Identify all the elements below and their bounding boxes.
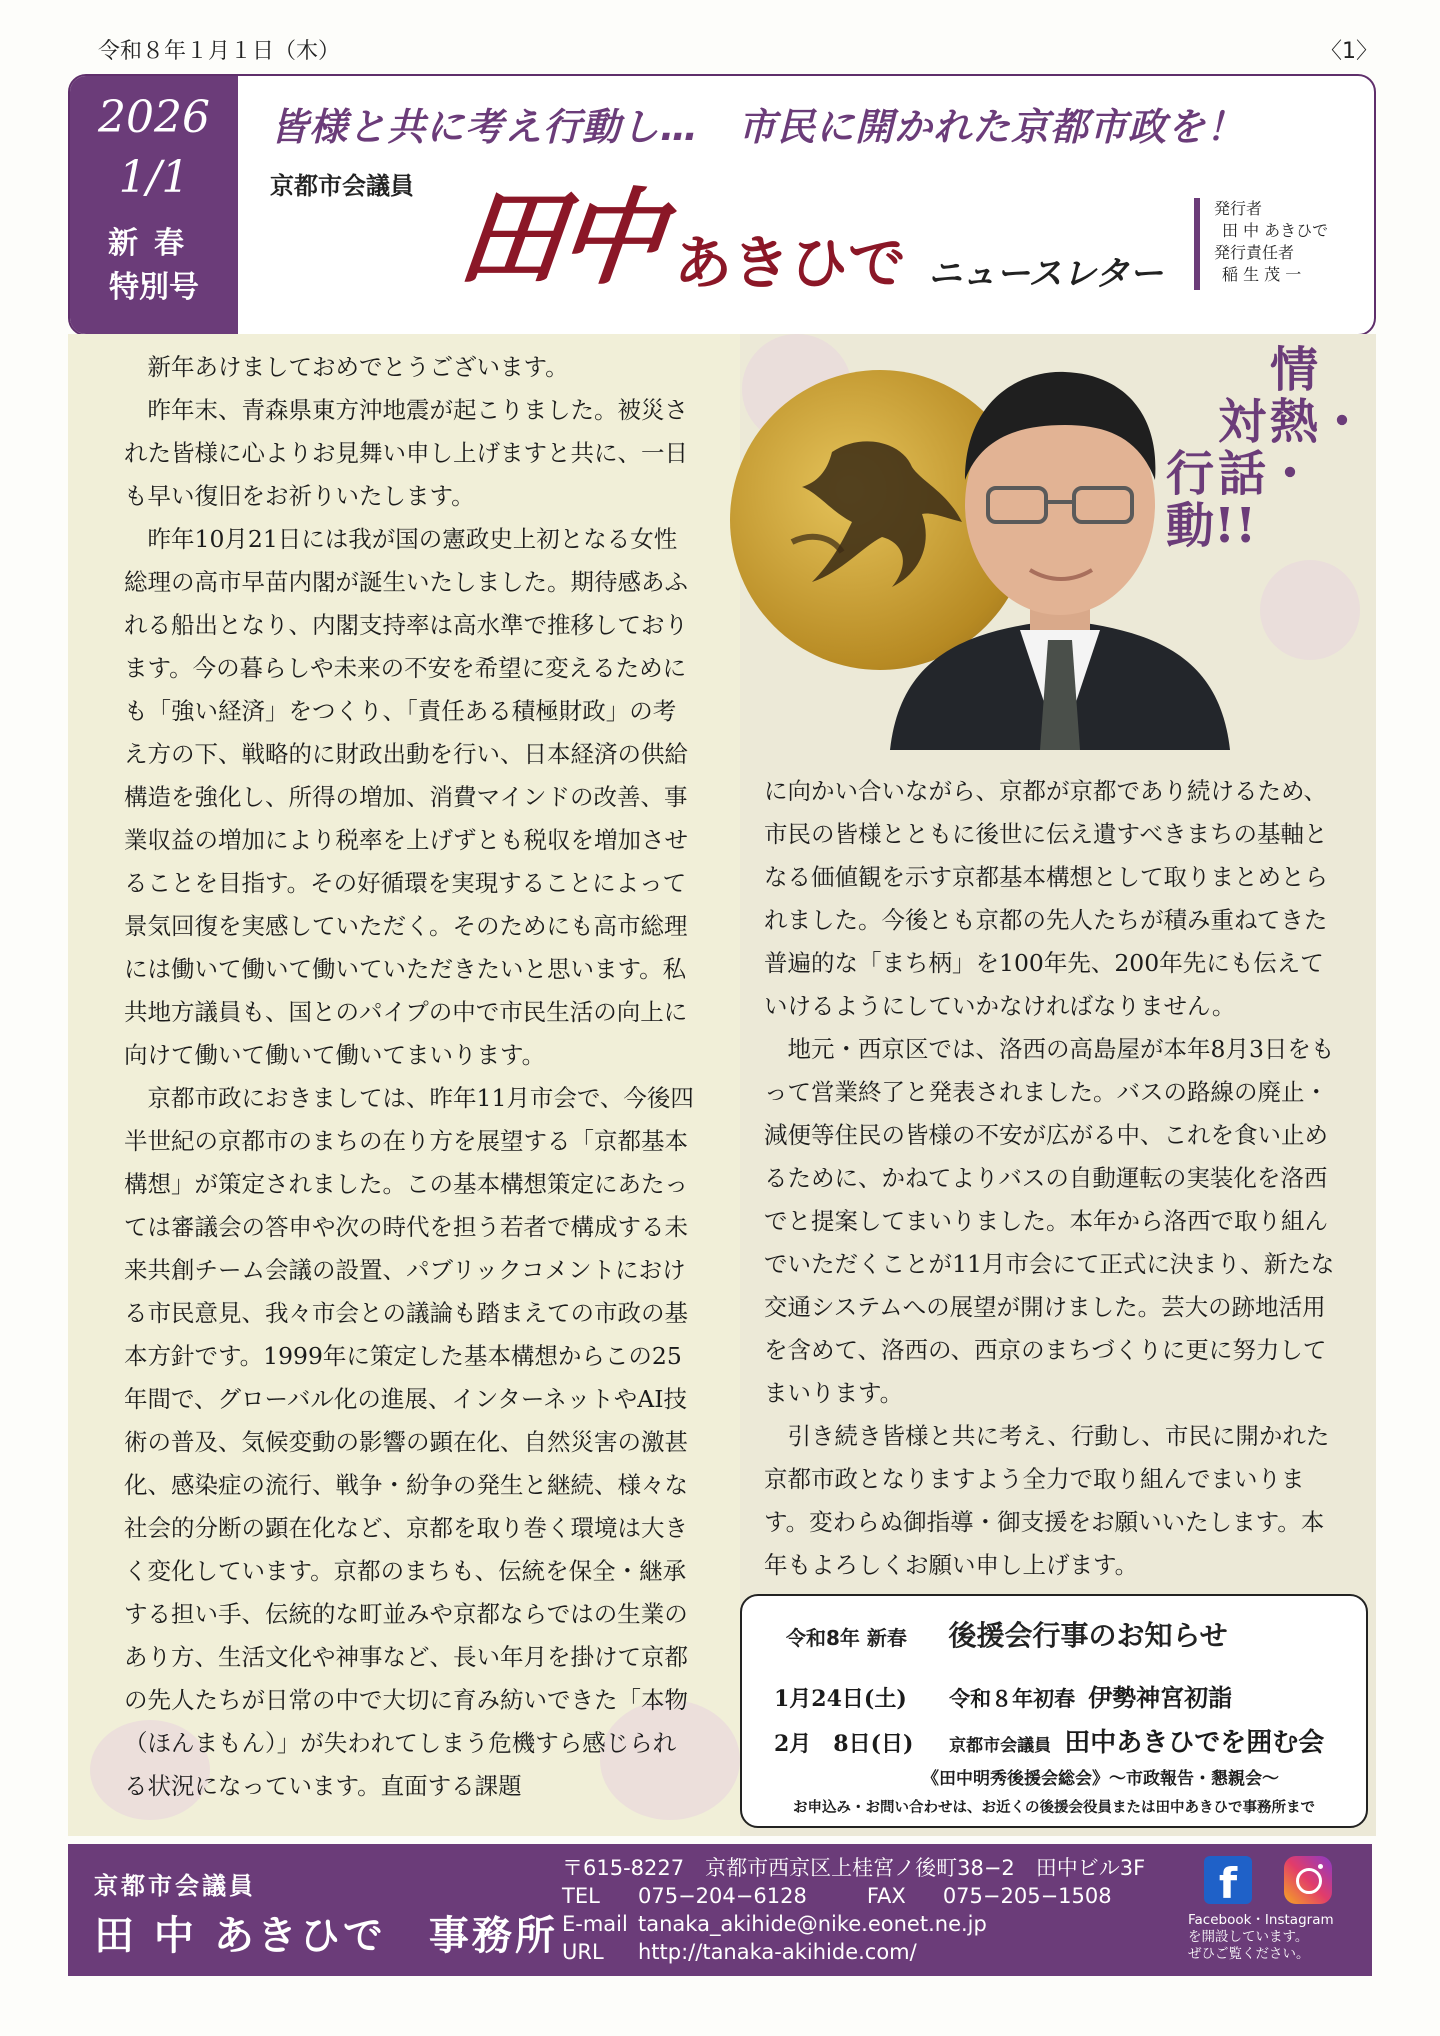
event-date: 2月 8日(日) — [774, 1731, 914, 1757]
event-notice-box — [740, 1594, 1368, 1828]
event-title: 田中あきひでを囲む会 — [1064, 1728, 1325, 1758]
event-date: 1月24日(土) — [774, 1686, 907, 1712]
editor-name: 稲 生 茂 一 — [1222, 265, 1302, 284]
motto-line2: 対話・ — [1218, 394, 1315, 502]
event-subtitle: 《田中明秀後援会総会》～市政報告・懇親会～ — [922, 1769, 1279, 1789]
footer-office-name: 田 中 あきひで 事務所 — [94, 1913, 558, 1959]
special-edition-line1: 新春 — [108, 226, 200, 261]
issue-date: 令和８年１月１日（木） — [98, 39, 341, 64]
footer-email — [562, 1910, 1145, 1938]
event-header-small: 令和8年 新春 — [786, 1626, 907, 1650]
editor-label: 発行責任者 — [1214, 243, 1295, 262]
issue-year: 2026 — [98, 92, 210, 143]
article-right-column — [764, 770, 1336, 1587]
article-left-column — [124, 346, 696, 1808]
special-edition-line2: 特別号 — [109, 270, 199, 305]
name-kanji-logo: 田中 — [452, 176, 666, 299]
facebook-icon[interactable]: f — [1204, 1856, 1252, 1904]
tel-number: 075−204−6128 — [638, 1884, 807, 1908]
article-paragraph: 地元・西京区では、洛西の高島屋が本年8月3日をもって営業終了と発表されました。バスの路線の廃止・減便等住民の皆様の不安が広がる中、これを食い止めるために、かねてよりバスの自動運転の実装化を洛西でと提案してまいりました。本年から洛西で取り組んでいただくことが11月市会にて正式に決まり、新たな交通システムへの展望が開けました。芸大の跡地活用を含めて、洛西の、西京のまちづくりに更に努力してまいります。 — [764, 1035, 1335, 1407]
article-paragraph: に向かい合いながら、京都が京都であり続けるため、市民の皆様とともに後世に伝え遺すべきまちの基軸となる価値観を示す京都基本構想として取りまとめとられました。今後とも京都の先人たちが積み重ねてきた普遍的な「まち柄」を100年先、200年先にも伝えていけるようにしていかなければなりません。 — [764, 777, 1328, 1020]
motto-line3: 行動!! — [1166, 446, 1257, 554]
publisher-divider — [1194, 198, 1200, 290]
page-number: 〈1〉 — [1320, 39, 1378, 64]
newsletter-label: ニュースレター — [928, 254, 1163, 294]
social-line: を開設しています。 — [1188, 1929, 1309, 1945]
issue-month-day: 1/1 — [118, 152, 190, 203]
event-header — [786, 1614, 1228, 1654]
top-line — [98, 34, 1378, 64]
publisher-label: 発行者 — [1214, 199, 1263, 218]
motto-line1: 情熱・ — [1270, 342, 1367, 450]
instagram-icon[interactable] — [1284, 1856, 1332, 1904]
footer-contact-info — [562, 1854, 1145, 1966]
slogan: 皆様と共に考え行動し… 市民に開かれた京都市政を！ — [270, 105, 1246, 149]
publisher-name: 田 中 あきひで — [1222, 221, 1329, 240]
social-line: ぜひご覧ください。 — [1188, 1946, 1310, 1962]
name-kana-logo: あきひで — [674, 229, 907, 297]
event-prefix: 京都市会議員 — [949, 1736, 1052, 1756]
event-prefix: 令和８年初春 — [949, 1686, 1076, 1711]
article-paragraph: 引き続き皆様と共に考え、行動し、市民に開かれた京都市政となりますよう全力で取り組んでまいります。変わらぬ御指導・御支援をお願いいたします。本年もよろしくお願い申し上げます。 — [764, 1422, 1330, 1579]
fax-label: FAX — [866, 1884, 906, 1908]
footer-phone-fax — [562, 1882, 1145, 1910]
event-item — [774, 1722, 1324, 1759]
email-link[interactable]: tanaka_akihide@nike.eonet.ne.jp — [638, 1912, 987, 1936]
social-media-text — [1188, 1912, 1334, 1963]
fax-number: 075−205−1508 — [942, 1884, 1112, 1908]
article-paragraph: 新年あけましておめでとうございます。 — [147, 353, 569, 381]
footer-url — [562, 1938, 1145, 1966]
masthead — [68, 74, 1376, 336]
email-label: E-mail — [562, 1912, 628, 1936]
website-link[interactable]: http://tanaka-akihide.com/ — [638, 1940, 917, 1964]
article-paragraph: 昨年10月21日には我が国の憲政史上初となる女性総理の高市早苗内閣が誕生いたしました。期待感あふれる船出となり、内閣支持率は高水準で推移しております。今の暮らしや未来の不安を希望に変えるためにも「強い経済」をつくり、「責任ある積極財政」の考え方の下、戦略的に財政出動を行い、日本経済の供給構造を強化し、所得の増加、消費マインドの改善、事業収益の増加により税率を上げずとも税収を増加させることを目指す。その好循環を実現することによって景気回復を実感していただく。そのためにも高市総理には働いて働いて働いていただきたいと思います。私共地方議員も、国とのパイプの中で市民生活の向上に向けて働いて働いて働いてまいります。 — [124, 525, 688, 1069]
event-title: 伊勢神宮初詣 — [1088, 1683, 1233, 1712]
publisher-info — [1214, 198, 1328, 286]
social-line: Facebook・Instagram — [1188, 1912, 1334, 1928]
title-prefix: 京都市会議員 — [270, 172, 414, 200]
tel-label: TEL — [562, 1884, 600, 1908]
event-item — [774, 1678, 1232, 1713]
footer-title-prefix: 京都市会議員 — [94, 1872, 256, 1900]
url-label: URL — [562, 1940, 604, 1964]
event-header-title: 後援会行事のお知らせ — [948, 1619, 1228, 1652]
article-paragraph: 昨年末、青森県東方沖地震が起こりました。被災された皆様に心よりお見舞い申し上げますと共に、一日も早い復旧をお祈りいたします。 — [124, 396, 688, 510]
footer — [68, 1844, 1372, 1976]
issue-badge — [70, 76, 238, 334]
event-contact-note: お申込み・お問い合わせは、お近くの後援会役員または田中あきひで事務所まで — [793, 1800, 1315, 1816]
footer-address: 〒615-8227 京都市西京区上桂宮ノ後町38−2 田中ビル3F — [562, 1856, 1146, 1880]
portrait-area — [720, 330, 1367, 750]
article-paragraph: 京都市政におきましては、昨年11月市会で、今後四半世紀の京都市のまちの在り方を展望する「京都基本構想」が策定されました。この基本構想策定にあたっては審議会の答申や次の時代を担う若者で構成する未来共創チーム会議の設置、パブリックコメントにおける市民意見、我々市会との議論も踏まえての市政の基本方針です。1999年に策定した基本構想からこの25年間で、グローバル化の進展、インターネットやAI技術の普及、気候変動の影響の顕在化、自然災害の激甚化、感染症の流行、戦争・紛争の発生と継続、様々な社会的分断の顕在化など、京都を取り巻く環境は大きく変化しています。京都のまちも、伝統を保全・継承する担い手、伝統的な町並みや京都ならではの生業のあり方、生活文化や神事など、長い年月を掛けて京都の先人たちが日常の中で大切に育み紡いできた「本物（ほんまもん）」が失われてしまう危機すら感じられる状況になっています。直面する課題 — [124, 1084, 694, 1800]
